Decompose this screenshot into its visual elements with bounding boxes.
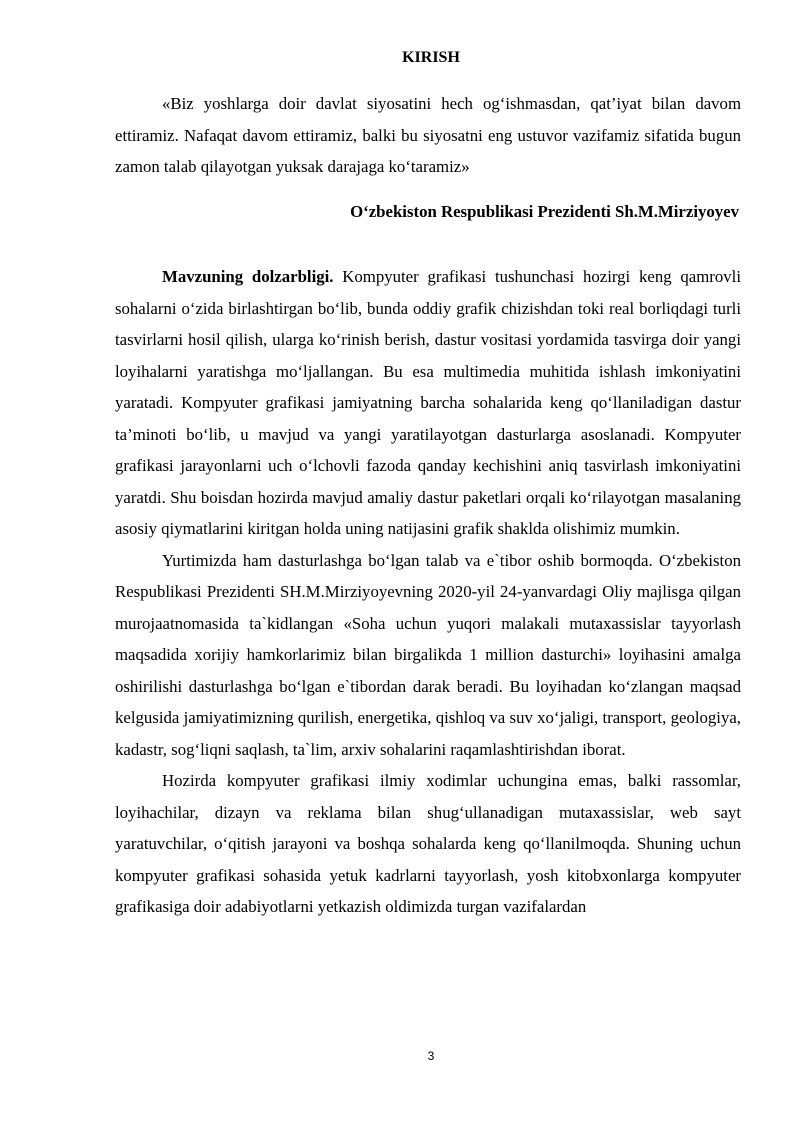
paragraph-text: Yurtimizda ham dasturlashga bo‘lgan talab va e`tibor oshib bormoqda. O‘zbekiston Respublikasi Prezidenti SH.M.Mirziyoyevning 2020-yil 24-yanvardagi Oliy majlisga qilgan murojaatnomasida ta`kidlangan «Soha uchun yuqori malakali mutaxassislar tayyorlash maqsadida xorijiy hamkorlarimiz bilan birgalikda 1 million dasturchi» loyihasini amalga oshirilishi dasturlashga bo‘lgan e`tibordan darak beradi. Bu loyihadan ko‘zlangan maqsad kelgusida jamiyatimizning qurilish, energetika, qishloq va suv xo‘jaligi, transport, geologiya, kadastr, sog‘liqni saqlash, ta`lim, arxiv sohalarini raqamlashtirishdan iborat.	[115, 550, 741, 759]
paragraph-lead: Mavzuning dolzarbligi.	[162, 267, 334, 286]
main-text	[115, 261, 741, 923]
epigraph-quote	[115, 88, 741, 183]
page-number: 3	[427, 1049, 435, 1063]
paragraph-relevance	[115, 261, 741, 545]
paragraph-graphics-usage	[115, 765, 741, 923]
epigraph-quote-text: «Biz yoshlarga doir davlat siyosatini hech og‘ishmasdan, qat’iyat bilan davom ettiramiz. Nafaqat davom ettiramiz, balki bu siyosatni eng ustuvor vazifamiz sifatida bugun zamon talab qilayotgan yuksak darajaga ko‘taramiz»	[115, 94, 741, 176]
paragraph-text: Kompyuter grafikasi tushunchasi hozirgi keng qamrovli sohalarni o‘zida birlashtirgan bo‘lib, bunda oddiy grafik chizishdan toki real borliqdagi turli tasvirlarni hosil qilish, ularga ko‘rinish berish, dastur vositasi yordamida tasvirga doir yangi loyihalarni yaratishga mo‘ljallangan. Bu esa multimedia muhitida ishlash imkoniyatini yaratadi. Kompyuter grafikasi jamiyatning barcha sohalarida keng qo‘llaniladigan dastur ta’minoti bo‘lib, u mavjud va yangi yaratilayotgan dasturlarga asoslanadi. Kompyuter grafikasi jarayonlarni uch o‘lchovli fazoda qanday kechishini aniq tasvirlash imkoniyatini yaratdi. Shu boisdan hozirda mavjud amaliy dastur paketlari orqali ko‘rilayotgan masalaning asosiy qiymatlarini kiritgan holda uning natijasini grafik shaklda olishimiz mumkin.	[115, 267, 741, 538]
section-heading: KIRISH	[402, 49, 460, 66]
epigraph-attribution: O‘zbekiston Respublikasi Prezidenti Sh.M.Mirziyoyev	[350, 202, 739, 221]
paragraph-programming-demand	[115, 545, 741, 766]
paragraph-text: Hozirda kompyuter grafikasi ilmiy xodimlar uchungina emas, balki rassomlar, loyihachilar, dizayn va reklama bilan shug‘ullanadigan mutaxassislar, web sayt yaratuvchilar, o‘qitish jarayoni va boshqa sohalarda keng qo‘llanilmoqda. Shuning uchun kompyuter grafikasi sohasida yetuk kadrlarni tayyorlash, yosh kitobxonlarga kompyuter grafikasiga doir adabiyotlarni yetkazish oldimizda turgan vazifalardan	[115, 771, 741, 916]
